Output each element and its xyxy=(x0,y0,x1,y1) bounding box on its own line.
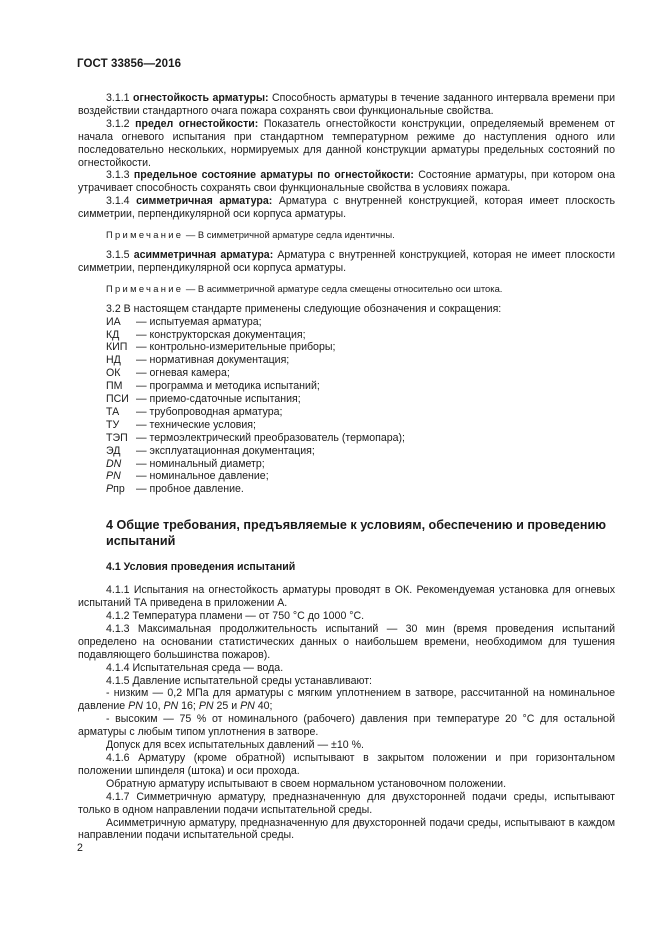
abbrev-item: КД — конструкторская документация; xyxy=(106,328,306,341)
note-symmetric: Примечание — В симметричной арматуре седла идентичны. xyxy=(106,229,395,241)
abbrev-item: ТУ — технические условия; xyxy=(106,418,256,431)
section-4-1-title: 4.1 Условия проведения испытаний xyxy=(106,561,296,574)
page-number: 2 xyxy=(77,842,83,854)
pressure-high: - высоким — 75 % от номинального (рабочего) давления при температуре 20 °С для остальной арматуры с любым типом уплотнения в затворе. xyxy=(78,713,615,739)
doc-header: ГОСТ 33856—2016 xyxy=(77,58,182,70)
abbreviation-list xyxy=(78,316,615,497)
section-4-title: 4 Общие требования, предъявляемые к условиям, обеспечению и проведению испытаний xyxy=(106,518,607,548)
abbrev-item: ТА — трубопроводная арматура; xyxy=(106,405,283,418)
page-body xyxy=(78,92,615,842)
asym-valve-text: Асимметричную арматуру, предназначенную для двухсторонней подачи среды, испытывают в каждом направлении подачи испытательной среды. xyxy=(78,816,615,842)
abbrev-item: DN — номинальный диаметр; xyxy=(106,457,265,470)
para-4-1-7: 4.1.7 Симметричную арматуру, предназначенную для двухсторонней подачи среды, испытывают только в одном направлении подачи испытательной среды. xyxy=(78,790,615,816)
abbrev-item: ТЭП — термоэлектрический преобразователь (термопара); xyxy=(106,431,405,444)
pressure-tolerance: Допуск для всех испытательных давлений — ±10 %. xyxy=(106,739,364,752)
abbrev-item: PN — номинальное давление; xyxy=(106,470,269,483)
para-4-1-5: 4.1.5 Давление испытательной среды устанавливают: xyxy=(106,674,372,687)
para-4-1-1: 4.1.1 Испытания на огнестойкость арматуры проводят в ОК. Рекомендуемая установка для огневых испытаний ТА приведена в приложении А. xyxy=(78,584,615,610)
term-3-1-4: 3.1.4 симметричная арматура: Арматура с внутренней конструкцией, которая имеет плоскость симметрии, перпендикулярной оси корпуса арматуры. xyxy=(78,195,615,221)
pressure-low: - низким — 0,2 МПа для арматуры с мягким уплотнением в затворе, рассчитанной на номинальное давление PN 10, PN 16; PN 25 и PN 40; xyxy=(78,687,615,713)
abbrev-item: ИА — испытуемая арматура; xyxy=(106,315,262,328)
note-asymmetric: Примечание — В асимметричной арматуре седла смещены относительно оси штока. xyxy=(106,282,503,294)
abbrev-item: НД — нормативная документация; xyxy=(106,354,290,367)
abbrev-item: ЭД — эксплуатационная документация; xyxy=(106,444,315,457)
term-3-1-1: 3.1.1 огнестойкость арматуры: Способность арматуры в течение заданного интервала времени при воздействии стандартного очага пожара сохранять свои функциональные свойства. xyxy=(78,92,615,117)
term-3-1-2: 3.1.2 предел огнестойкости: Показатель огнестойкости конструкции, определяемый временем от начала огневого испытания при стандартном температурном режиме до наступления одного или последовательно нескольких, нормируемых для данной конструкции арматуры предельных состояний по огнестойкости. xyxy=(78,117,615,169)
para-4-1-4: 4.1.4 Испытательная среда — вода. xyxy=(106,661,284,674)
abbrev-item: ПМ — программа и методика испытаний; xyxy=(106,380,320,393)
abbrev-item: ОК — огневая камера; xyxy=(106,367,230,380)
para-4-1-6: 4.1.6 Арматуру (кроме обратной) испытывают в закрытом положении и при горизонтальном положении шпинделя (штока) и оси прохода. xyxy=(78,751,615,777)
abbrev-intro: 3.2 В настоящем стандарте применены следующие обозначения и сокращения: xyxy=(106,302,502,315)
check-valve-text: Обратную арматуру испытывают в своем нормальном установочном положении. xyxy=(106,777,507,790)
para-4-1-2: 4.1.2 Температура пламени — от 750 °С до 1000 °С. xyxy=(106,610,365,622)
para-4-1-3: 4.1.3 Максимальная продолжительность испытаний — 30 мин (время проведения испытаний определено на основании статистических данных о наибольшем времени, необходимом для тушения подавляющего большинства пожаров). xyxy=(78,622,615,661)
term-3-1-3: 3.1.3 предельное состояние арматуры по огнестойкости: Состояние арматуры, при котором она утрачивает способность сохранять свои функциональные свойства в условиях пожара. xyxy=(78,169,615,195)
abbrev-item: ПСИ — приемо-сдаточные испытания; xyxy=(106,393,301,406)
abbrev-item: Pпр — пробное давление. xyxy=(106,483,244,496)
term-3-1-5: 3.1.5 асимметричная арматура: Арматура с внутренней конструкцией, которая не имеет плоскости симметрии, перпендикулярной оси корпуса арматуры. xyxy=(78,248,616,274)
abbrev-item: КИП — контрольно-измерительные приборы; xyxy=(106,341,336,354)
